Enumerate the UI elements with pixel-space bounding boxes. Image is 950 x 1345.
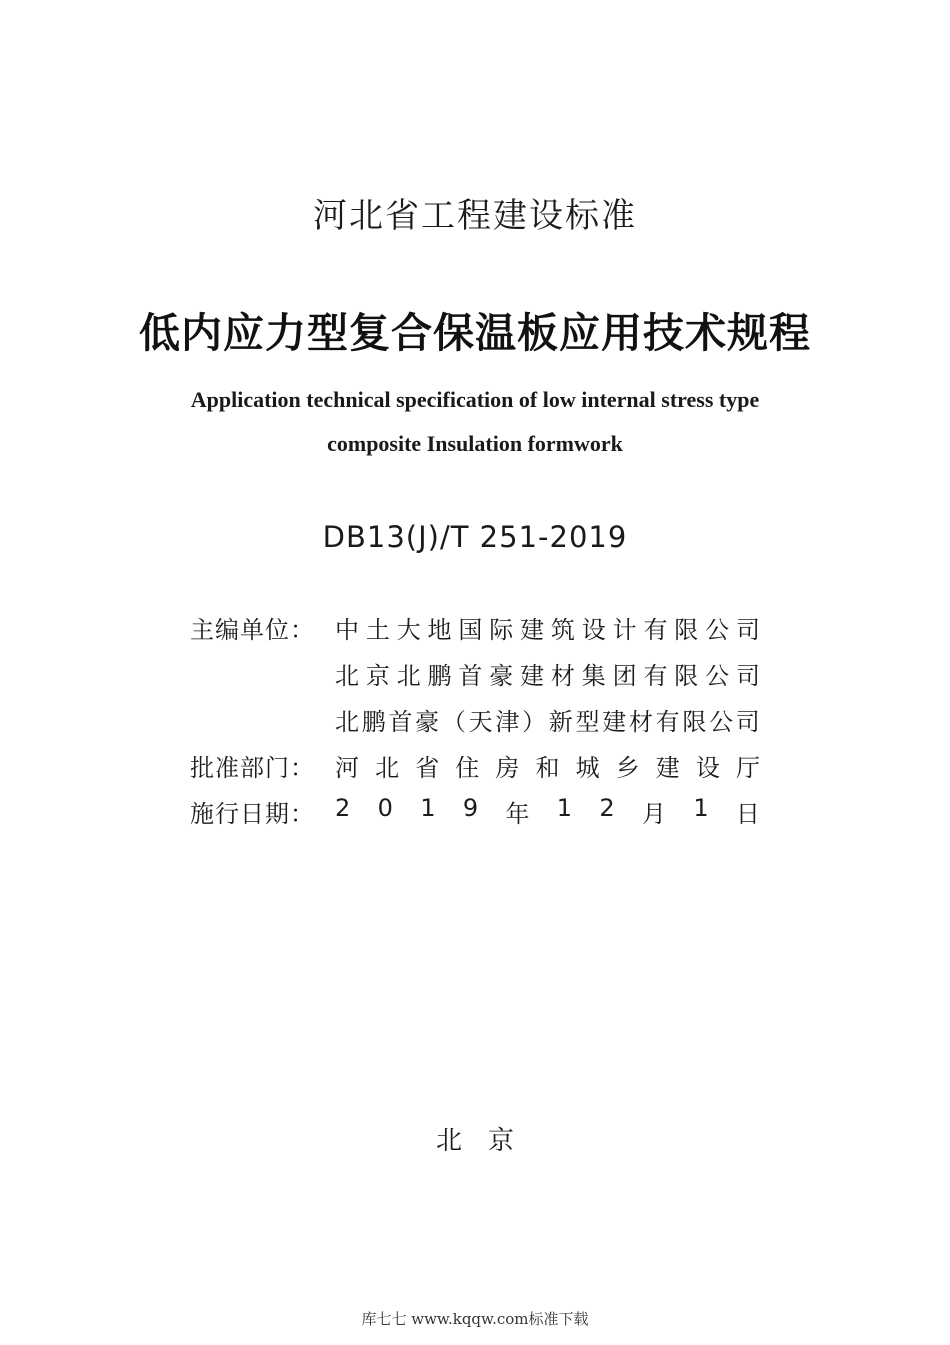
date-label: 施行日期： bbox=[190, 799, 315, 828]
approver-label: 批准部门： bbox=[190, 753, 315, 782]
editor-row-3 bbox=[190, 696, 760, 742]
effective-date: 2 0 1 9 年 1 2 月 1 日 bbox=[335, 793, 760, 828]
editor-label: 主编单位： bbox=[190, 615, 315, 644]
main-title: 低内应力型复合保温板应用技术规程 bbox=[139, 309, 811, 357]
approver-row bbox=[190, 742, 760, 788]
approver-value: 河 北 省 住 房 和 城 乡 建 设 厅 bbox=[335, 753, 760, 782]
editor-unit-1: 中 土 大 地 国 际 建 筑 设 计 有 限 公 司 bbox=[335, 615, 760, 644]
publication-place: 北京 bbox=[435, 1126, 540, 1156]
editor-unit-3: 北 鹏 首 豪 （ 天 津 ） 新 型 建 材 有 限 公 司 bbox=[335, 707, 760, 736]
series-title: 河北省工程建设标准 bbox=[313, 196, 637, 236]
editor-row-2 bbox=[190, 650, 760, 696]
date-row bbox=[190, 788, 760, 834]
standard-code: DB13(J)/T 251-2019 bbox=[322, 520, 628, 554]
footer-watermark: 库七七 www.kqqw.com标准下载 bbox=[361, 1310, 589, 1328]
editor-unit-2: 北 京 北 鹏 首 豪 建 材 集 团 有 限 公 司 bbox=[335, 661, 760, 690]
english-title-line-2: composite Insulation formwork bbox=[327, 431, 623, 456]
english-title bbox=[0, 378, 950, 466]
info-block bbox=[190, 604, 760, 834]
english-title-line-1: Application technical specification of low internal stress type bbox=[190, 387, 760, 412]
editor-row-1 bbox=[190, 604, 760, 650]
